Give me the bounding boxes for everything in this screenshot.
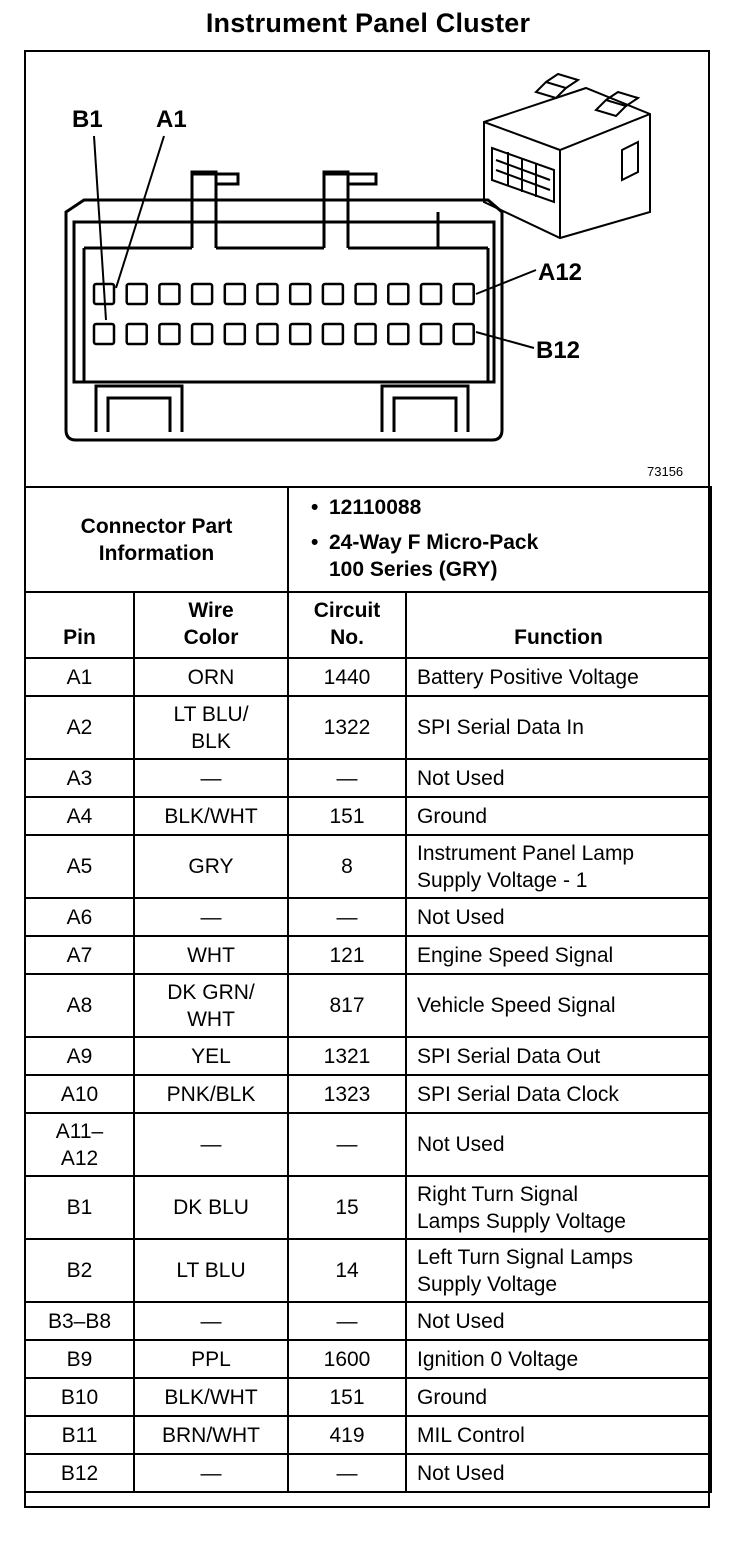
pin-cell: A5: [25, 835, 134, 898]
wire-color-cell: DK BLU: [134, 1176, 288, 1239]
header-circuit-no: Circuit No.: [288, 592, 406, 658]
circuit-number-cell: 121: [288, 936, 406, 974]
function-cell: Not Used: [406, 1454, 711, 1492]
table-row: [25, 1302, 711, 1340]
connector-description-line2: 100 Series (GRY): [329, 558, 498, 581]
pin-cell: B10: [25, 1378, 134, 1416]
table-row: [25, 797, 711, 835]
header-function: Function: [406, 592, 711, 658]
wire-color-cell: ORN: [134, 658, 288, 696]
connector-info-row: [25, 487, 711, 592]
function-cell: Battery Positive Voltage: [406, 658, 711, 696]
circuit-number-cell: 1321: [288, 1037, 406, 1075]
function-cell: Instrument Panel Lamp Supply Voltage - 1: [406, 835, 711, 898]
pin-cell: A2: [25, 696, 134, 759]
connector-housing: [66, 172, 502, 440]
leader-line-a1: [116, 136, 164, 288]
pin-cell: A11– A12: [25, 1113, 134, 1176]
label-b12: B12: [536, 337, 581, 364]
circuit-number-cell: —: [288, 898, 406, 936]
wire-color-cell: PNK/BLK: [134, 1075, 288, 1113]
connector-info-label-line1: Connector Part: [80, 514, 233, 538]
connector-diagram: [26, 52, 708, 488]
function-cell: Not Used: [406, 1302, 711, 1340]
part-number-item: [311, 494, 700, 521]
pin-cell: A8: [25, 974, 134, 1037]
pin-cavity-grid: [94, 284, 474, 344]
pin-cell: B12: [25, 1454, 134, 1492]
wire-color-cell: —: [134, 898, 288, 936]
function-cell: Not Used: [406, 1113, 711, 1176]
function-cell: Not Used: [406, 898, 711, 936]
table-row: [25, 759, 711, 797]
wire-color-cell: BRN/WHT: [134, 1416, 288, 1454]
pin-cavity: [454, 284, 474, 304]
pin-cavity: [225, 324, 245, 344]
wire-color-cell: YEL: [134, 1037, 288, 1075]
table-header-row: [25, 592, 711, 658]
circuit-number-cell: 151: [288, 797, 406, 835]
label-a1: A1: [156, 106, 187, 133]
table-row: [25, 898, 711, 936]
pin-cavity: [192, 324, 212, 344]
wire-color-cell: —: [134, 759, 288, 797]
function-cell: Not Used: [406, 759, 711, 797]
table-row: [25, 974, 711, 1037]
pin-cell: B9: [25, 1340, 134, 1378]
pin-cavity: [323, 324, 343, 344]
wire-color-cell: —: [134, 1454, 288, 1492]
table-row: [25, 1454, 711, 1492]
pin-cell: A7: [25, 936, 134, 974]
pin-cavity: [159, 324, 179, 344]
connector-description-line1: 24-Way F Micro-Pack: [329, 531, 539, 554]
pin-cell: B1: [25, 1176, 134, 1239]
connector-info-label-line2: Information: [98, 541, 215, 565]
pin-cell: A9: [25, 1037, 134, 1075]
circuit-number-cell: 8: [288, 835, 406, 898]
connector-table-frame: [24, 50, 710, 1508]
page-title: Instrument Panel Cluster: [205, 8, 531, 38]
pinout-table: [24, 486, 712, 1493]
pin-cavity: [290, 284, 310, 304]
pin-cavity: [323, 284, 343, 304]
pin-cavity: [225, 284, 245, 304]
circuit-number-cell: —: [288, 759, 406, 797]
table-row: [25, 936, 711, 974]
circuit-number-cell: 1600: [288, 1340, 406, 1378]
pin-cell: B3–B8: [25, 1302, 134, 1340]
wire-color-cell: BLK/WHT: [134, 1378, 288, 1416]
pin-cell: A10: [25, 1075, 134, 1113]
circuit-number-cell: 14: [288, 1239, 406, 1302]
circuit-number-cell: 15: [288, 1176, 406, 1239]
circuit-number-cell: —: [288, 1302, 406, 1340]
pin-cavity: [159, 284, 179, 304]
connector-isometric-view: [484, 74, 650, 238]
wire-color-cell: PPL: [134, 1340, 288, 1378]
bullet-icon: •: [311, 531, 319, 554]
wire-color-cell: DK GRN/ WHT: [134, 974, 288, 1037]
circuit-number-cell: 1323: [288, 1075, 406, 1113]
connector-description-item: [311, 529, 700, 583]
connector-info-label: [25, 487, 288, 592]
pin-cavity: [94, 324, 114, 344]
table-row: [25, 1416, 711, 1454]
wire-color-cell: BLK/WHT: [134, 797, 288, 835]
table-body: [25, 658, 711, 1492]
circuit-number-cell: —: [288, 1113, 406, 1176]
wire-color-cell: LT BLU/ BLK: [134, 696, 288, 759]
leader-line-a12: [476, 270, 536, 294]
pin-cavity: [388, 284, 408, 304]
circuit-number-cell: 1440: [288, 658, 406, 696]
table-row: [25, 1378, 711, 1416]
table-row: [25, 1037, 711, 1075]
label-b1: B1: [72, 106, 103, 133]
wire-color-cell: —: [134, 1113, 288, 1176]
header-wire-color: Wire Color: [134, 592, 288, 658]
pin-cell: A4: [25, 797, 134, 835]
wire-color-cell: WHT: [134, 936, 288, 974]
function-cell: Ground: [406, 1378, 711, 1416]
function-cell: Right Turn Signal Lamps Supply Voltage: [406, 1176, 711, 1239]
wire-color-cell: LT BLU: [134, 1239, 288, 1302]
function-cell: Ground: [406, 797, 711, 835]
table-row: [25, 696, 711, 759]
function-cell: SPI Serial Data Clock: [406, 1075, 711, 1113]
circuit-number-cell: 1322: [288, 696, 406, 759]
function-cell: SPI Serial Data Out: [406, 1037, 711, 1075]
bullet-icon: •: [311, 496, 319, 519]
function-cell: Engine Speed Signal: [406, 936, 711, 974]
circuit-number-cell: 151: [288, 1378, 406, 1416]
pin-cavity: [127, 324, 147, 344]
function-cell: Ignition 0 Voltage: [406, 1340, 711, 1378]
pin-cavity: [127, 284, 147, 304]
table-row: [25, 1239, 711, 1302]
table-row: [25, 1113, 711, 1176]
pin-cell: B11: [25, 1416, 134, 1454]
table-row: [25, 1176, 711, 1239]
table-row: [25, 1340, 711, 1378]
pin-cell: A1: [25, 658, 134, 696]
pin-cavity: [258, 324, 278, 344]
leader-line-b12: [476, 332, 534, 348]
function-cell: Left Turn Signal Lamps Supply Voltage: [406, 1239, 711, 1302]
table-row: [25, 835, 711, 898]
connector-face-drawing: [26, 52, 708, 488]
wire-color-cell: GRY: [134, 835, 288, 898]
pin-cavity: [454, 324, 474, 344]
wire-color-cell: —: [134, 1302, 288, 1340]
function-cell: Vehicle Speed Signal: [406, 974, 711, 1037]
function-cell: SPI Serial Data In: [406, 696, 711, 759]
circuit-number-cell: 419: [288, 1416, 406, 1454]
connector-info-details: [288, 487, 711, 592]
pin-cell: B2: [25, 1239, 134, 1302]
pin-cavity: [192, 284, 212, 304]
pin-cell: A3: [25, 759, 134, 797]
pin-cavity: [258, 284, 278, 304]
table-row: [25, 658, 711, 696]
table-row: [25, 1075, 711, 1113]
pin-cavity: [388, 324, 408, 344]
label-a12: A12: [538, 259, 583, 286]
pin-cavity: [421, 324, 441, 344]
pin-cavity: [421, 284, 441, 304]
function-cell: MIL Control: [406, 1416, 711, 1454]
pin-cell: A6: [25, 898, 134, 936]
pin-cavity: [356, 284, 376, 304]
circuit-number-cell: —: [288, 1454, 406, 1492]
circuit-number-cell: 817: [288, 974, 406, 1037]
header-pin: Pin: [25, 592, 134, 658]
figure-number: 73156: [647, 464, 684, 479]
pin-cavity: [356, 324, 376, 344]
pin-cavity: [290, 324, 310, 344]
leader-line-b1: [94, 136, 106, 320]
part-number: 12110088: [329, 496, 422, 519]
